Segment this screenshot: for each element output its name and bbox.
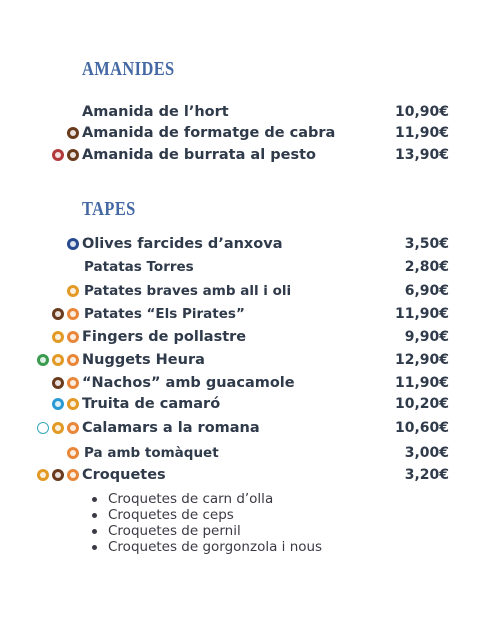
item-price: 11,90€	[394, 375, 449, 391]
celery-icon	[67, 469, 79, 481]
menu-item	[0, 373, 481, 393]
menu-item	[0, 304, 481, 324]
item-name: Patates braves amb all i oli	[84, 283, 292, 299]
allergen-icons	[52, 398, 79, 410]
allergen-icons	[67, 238, 79, 250]
egg-icon	[67, 149, 79, 161]
item-price: 13,90€	[394, 147, 449, 163]
menu-item	[0, 418, 481, 438]
item-name: Pa amb tomàquet	[84, 445, 219, 461]
celery-icon	[67, 377, 79, 389]
milk-icon	[52, 149, 64, 161]
item-name: “Nachos” amb guacamole	[82, 375, 295, 391]
section-title-amanides: AMANIDES	[82, 58, 175, 80]
allergen-icons	[67, 127, 79, 139]
item-name: Patates “Els Pirates”	[84, 306, 245, 322]
item-price: 11,90€	[394, 125, 449, 141]
gluten-icon	[67, 285, 79, 297]
celery-icon	[67, 354, 79, 366]
mollusc-icon	[37, 422, 49, 434]
allergen-icons	[52, 308, 79, 320]
item-name: Amanida de burrata al pesto	[82, 147, 316, 163]
menu-item	[0, 394, 481, 414]
celery-icon	[67, 447, 79, 459]
egg-icon	[52, 308, 64, 320]
gluten-icon	[52, 331, 64, 343]
celery-icon	[67, 331, 79, 343]
menu-item	[0, 281, 481, 301]
egg-icon	[52, 469, 64, 481]
item-name: Calamars a la romana	[82, 420, 260, 436]
allergen-icons	[67, 285, 79, 297]
item-price: 9,90€	[404, 329, 449, 345]
allergen-icons	[52, 149, 79, 161]
egg-icon	[52, 377, 64, 389]
fish-icon	[67, 238, 79, 250]
item-name: Croquetes	[82, 467, 166, 483]
soy-icon	[37, 354, 49, 366]
gluten-icon	[37, 469, 49, 481]
list-item: Croquetes de ceps	[90, 507, 322, 523]
item-price: 10,90€	[394, 104, 449, 120]
allergen-icons	[37, 354, 79, 366]
item-price: 3,20€	[404, 467, 449, 483]
item-name: Olives farcides d’anxova	[82, 236, 283, 252]
item-name: Nuggets Heura	[82, 352, 205, 368]
item-price: 3,00€	[404, 445, 449, 461]
allergen-icons	[52, 377, 79, 389]
egg-icon	[67, 127, 79, 139]
menu-item	[0, 465, 481, 485]
item-price: 11,90€	[394, 306, 449, 322]
celery-icon	[67, 308, 79, 320]
item-price: 10,60€	[394, 420, 449, 436]
gluten-icon	[67, 398, 79, 410]
celery-icon	[67, 422, 79, 434]
shellfish-icon	[52, 398, 64, 410]
item-name: Fingers de pollastre	[82, 329, 247, 345]
list-item: Croquetes de carn d’olla	[90, 491, 322, 507]
item-name: Patatas Torres	[84, 259, 194, 275]
menu-item	[0, 234, 481, 254]
menu-item	[0, 102, 481, 122]
menu-item	[0, 123, 481, 143]
allergen-icons	[67, 447, 79, 459]
menu-item	[0, 443, 481, 463]
gluten-icon	[52, 354, 64, 366]
allergen-icons	[37, 422, 79, 434]
item-price: 2,80€	[404, 259, 449, 275]
gluten-icon	[52, 422, 64, 434]
item-price: 6,90€	[404, 283, 449, 299]
list-item: Croquetes de gorgonzola i nous	[90, 539, 322, 555]
item-price: 3,50€	[404, 236, 449, 252]
allergen-icons	[52, 331, 79, 343]
item-name: Amanida de formatge de cabra	[82, 125, 336, 141]
item-price: 12,90€	[394, 352, 449, 368]
allergen-icons	[37, 469, 79, 481]
item-name: Amanida de l’hort	[82, 104, 229, 120]
menu-item	[0, 327, 481, 347]
menu-item	[0, 145, 481, 165]
croquetes-list	[90, 491, 322, 555]
item-name: Truita de camaró	[82, 396, 221, 412]
list-item: Croquetes de pernil	[90, 523, 322, 539]
item-price: 10,20€	[394, 396, 449, 412]
menu-item	[0, 350, 481, 370]
menu-item	[0, 257, 481, 277]
section-title-tapes: TAPES	[82, 198, 136, 220]
